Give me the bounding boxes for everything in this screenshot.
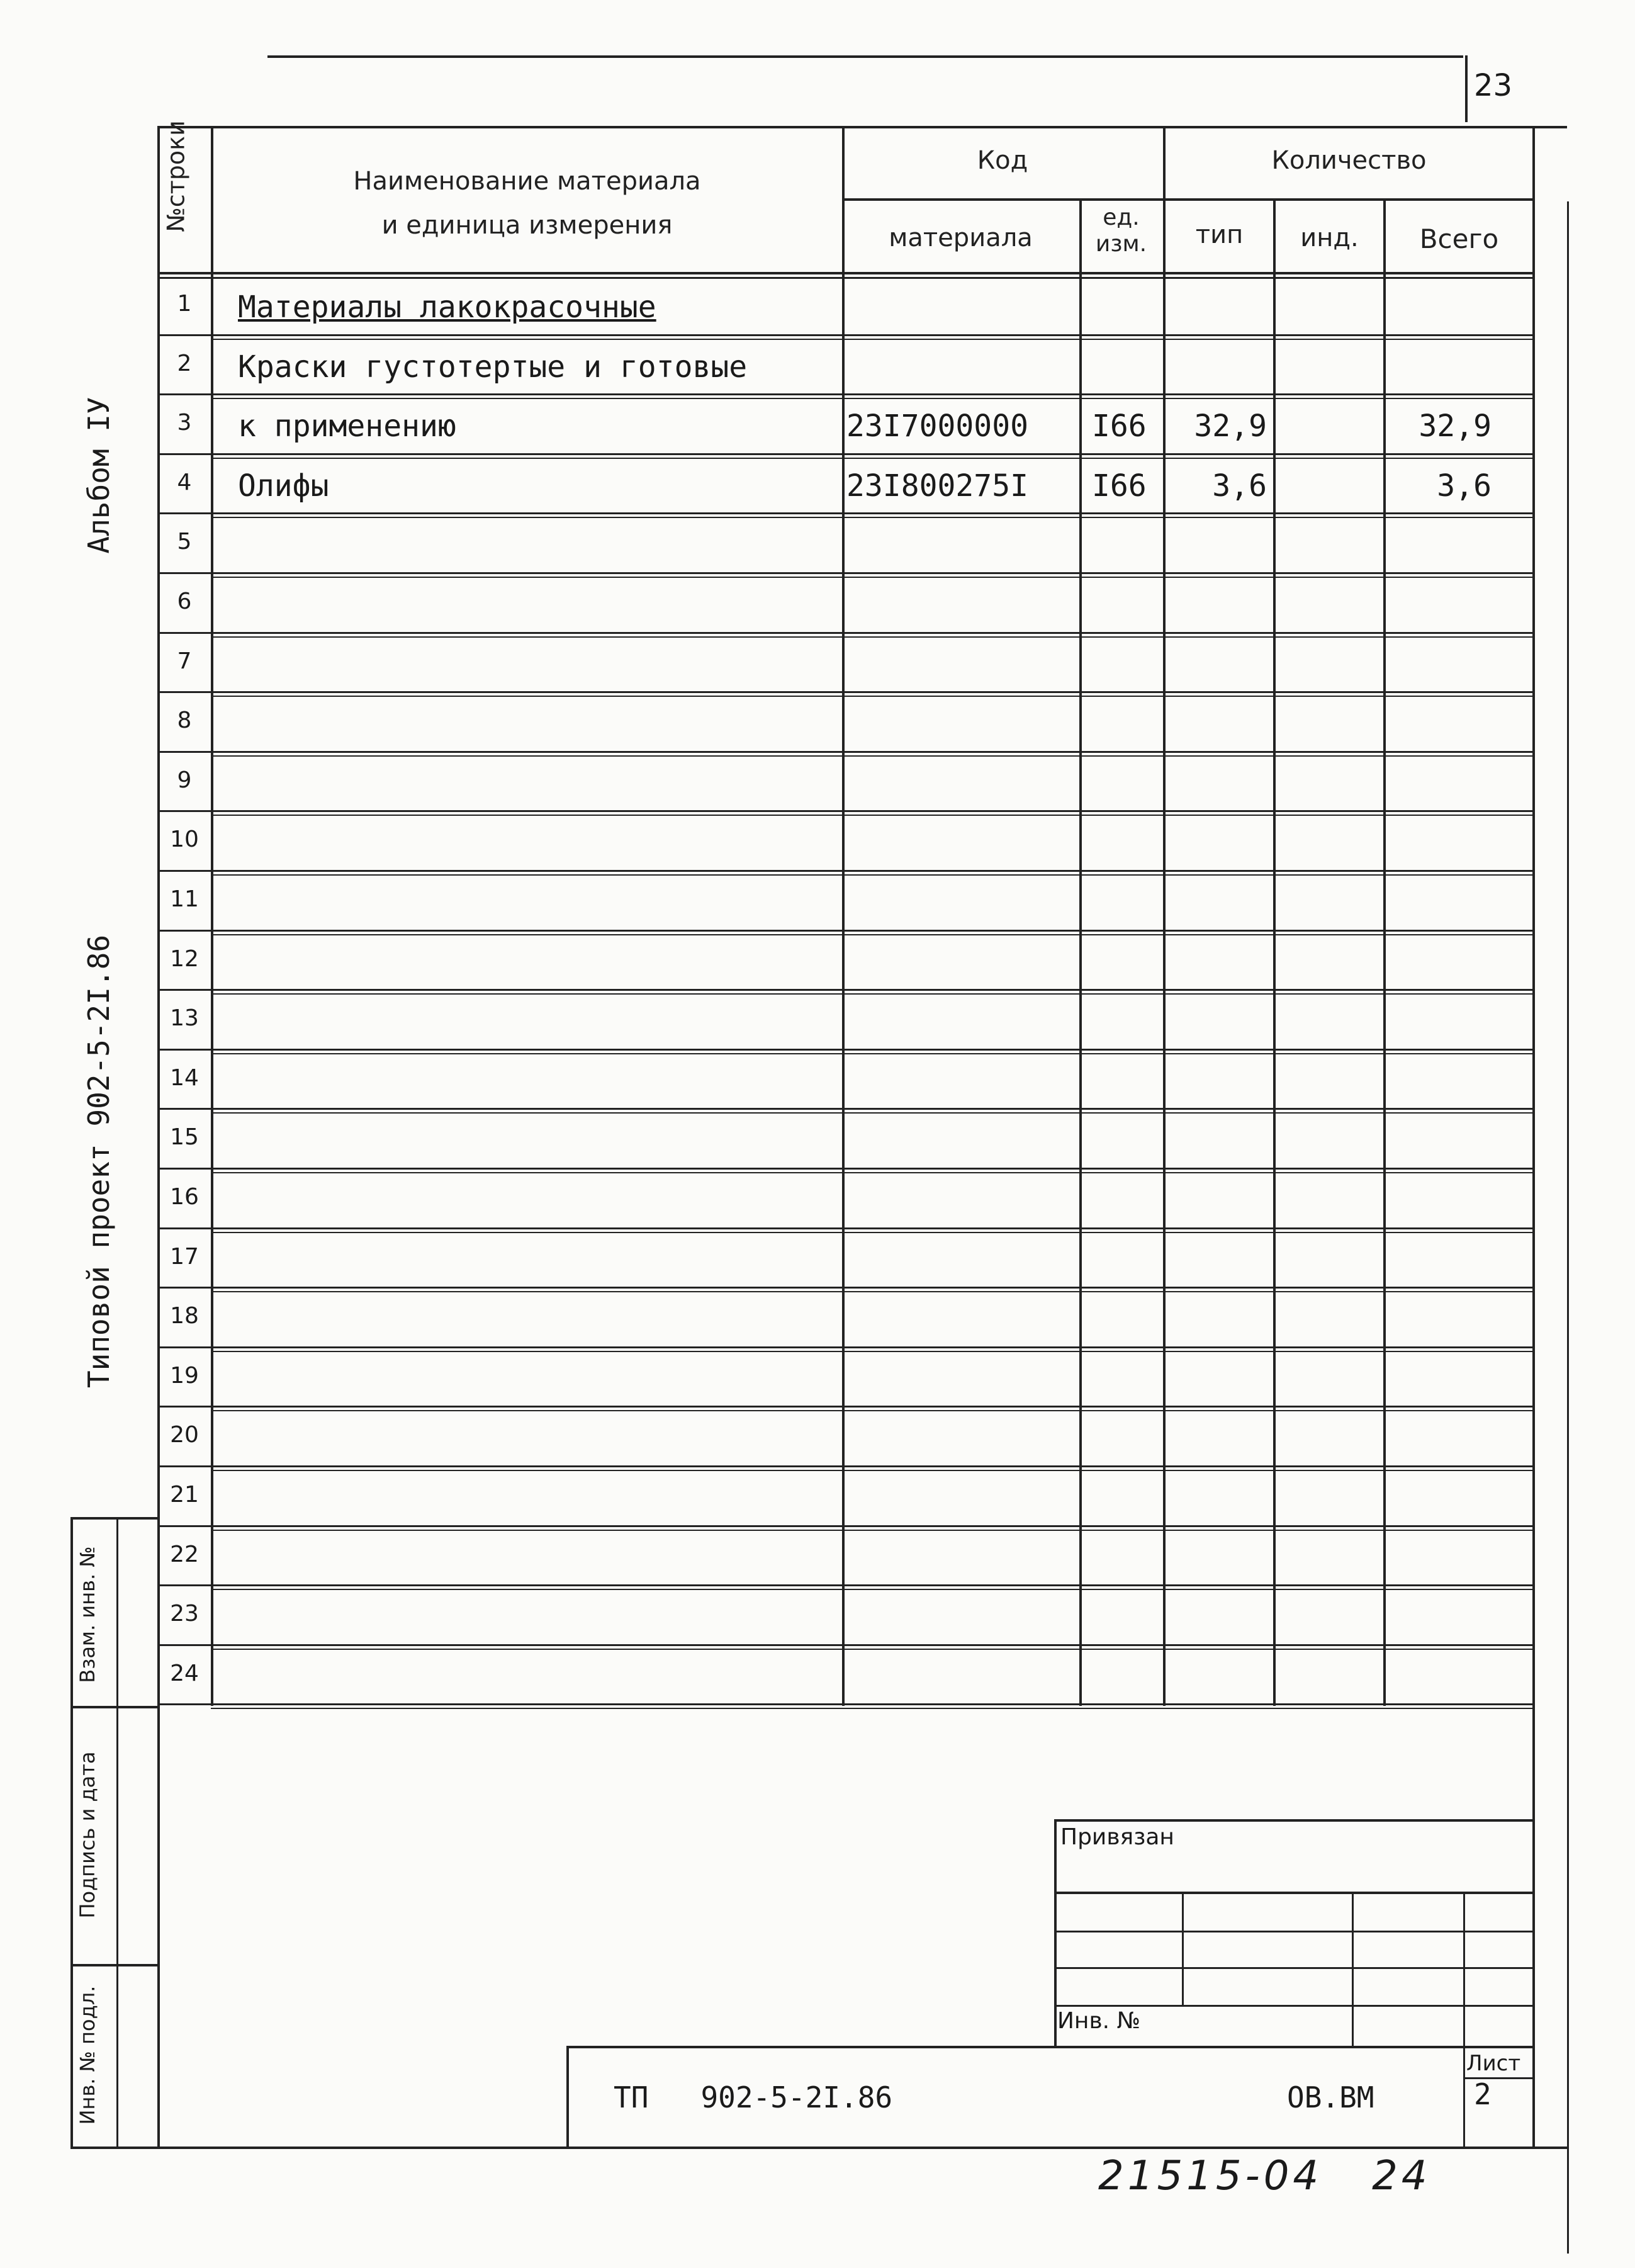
row-line-inner bbox=[211, 339, 1532, 340]
tb-col-1 bbox=[1182, 1892, 1184, 2005]
row-line bbox=[157, 1227, 1532, 1229]
row-number: 23 bbox=[170, 1601, 199, 1627]
row-number: 9 bbox=[177, 767, 192, 793]
row-line-inner bbox=[211, 1291, 1532, 1292]
outer-right-edge bbox=[1567, 201, 1569, 2254]
row-line bbox=[157, 751, 1532, 753]
header-qty-type: тип bbox=[1195, 220, 1244, 249]
tb-mark: ОВ.ВМ bbox=[1287, 2080, 1374, 2114]
row-number: 17 bbox=[170, 1243, 199, 1270]
stamp-vzam-label: Взам. инв. № bbox=[76, 1546, 99, 1683]
tb-main-left bbox=[566, 2046, 569, 2147]
stamp-strip-left bbox=[70, 1517, 73, 2147]
album-label: Альбом IУ bbox=[82, 397, 116, 554]
frame-right bbox=[1532, 126, 1535, 2147]
row-number: 2 bbox=[177, 350, 192, 376]
row-number: 15 bbox=[170, 1124, 199, 1151]
header-bottom-2 bbox=[157, 277, 1532, 279]
unit-code: I66 bbox=[1092, 409, 1147, 444]
row-number: 22 bbox=[170, 1541, 199, 1567]
row-number: 19 bbox=[170, 1362, 199, 1389]
material-name: Материалы лакокрасочные bbox=[238, 290, 656, 325]
header-qty-total: Всего bbox=[1419, 223, 1499, 254]
row-line-inner bbox=[211, 636, 1532, 638]
row-line-inner bbox=[211, 1112, 1532, 1114]
row-number: 14 bbox=[170, 1064, 199, 1091]
header-row-no: №строки bbox=[162, 120, 190, 232]
header-code-material: материала bbox=[889, 223, 1033, 252]
row-line-inner bbox=[211, 398, 1532, 399]
tb-col-3 bbox=[1463, 1892, 1465, 2147]
row-line bbox=[157, 632, 1532, 634]
col-line-name bbox=[842, 126, 845, 1706]
tb-line-3 bbox=[1054, 1967, 1532, 1969]
qty-total: 32,9 bbox=[1419, 409, 1492, 444]
frame-top bbox=[157, 126, 1567, 128]
qty-type: 32,9 bbox=[1194, 409, 1267, 444]
row-line-inner bbox=[211, 1530, 1532, 1531]
page-number-box-left bbox=[1465, 55, 1468, 122]
row-line-inner bbox=[211, 1351, 1532, 1352]
row-line bbox=[157, 512, 1532, 514]
row-line bbox=[157, 1346, 1532, 1348]
row-number: 11 bbox=[170, 886, 199, 912]
header-qty-ind: инд. bbox=[1300, 223, 1359, 252]
row-line-inner bbox=[211, 1232, 1532, 1233]
row-line bbox=[157, 1584, 1532, 1586]
tb-top bbox=[1054, 1819, 1532, 1822]
row-number: 12 bbox=[170, 945, 199, 972]
row-number: 24 bbox=[170, 1660, 199, 1686]
tb-line-1 bbox=[1054, 1892, 1532, 1894]
header-code-unit bbox=[1079, 205, 1163, 257]
row-line bbox=[157, 1049, 1532, 1051]
col-line-code bbox=[1079, 198, 1082, 1706]
row-number: 8 bbox=[177, 708, 192, 734]
row-number: 5 bbox=[177, 529, 192, 555]
row-line-inner bbox=[211, 755, 1532, 757]
row-line-inner bbox=[211, 696, 1532, 697]
row-line bbox=[157, 810, 1532, 812]
material-name: Олифы bbox=[238, 468, 329, 504]
qty-type: 3,6 bbox=[1212, 468, 1267, 504]
material-name: Краски густотертые и готовые bbox=[238, 349, 748, 385]
qty-total: 3,6 bbox=[1437, 468, 1492, 504]
header-code-unit-line-1: ед. bbox=[1103, 205, 1140, 230]
row-line bbox=[157, 1525, 1532, 1527]
row-line bbox=[157, 1168, 1532, 1170]
stamp-inv-label: Инв. № подл. bbox=[76, 1985, 99, 2125]
tb-left bbox=[1054, 1819, 1057, 2046]
row-line-inner bbox=[211, 577, 1532, 578]
header-name-line-2: и единица измерения bbox=[381, 211, 673, 240]
material-code: 23I7000000 bbox=[846, 409, 1028, 444]
row-line bbox=[157, 393, 1532, 395]
unit-code: I66 bbox=[1092, 468, 1147, 504]
row-line-inner bbox=[211, 934, 1532, 935]
row-line-inner bbox=[211, 1053, 1532, 1054]
row-number: 21 bbox=[170, 1482, 199, 1508]
row-line-inner bbox=[211, 874, 1532, 876]
col-line-unit bbox=[1163, 126, 1166, 1706]
material-name: к применению bbox=[238, 409, 456, 444]
tb-main-top bbox=[566, 2046, 1532, 2048]
row-line bbox=[157, 453, 1532, 455]
header-subline bbox=[842, 198, 1532, 201]
row-line bbox=[157, 1465, 1532, 1467]
project-label: Типовой проект 902-5-2I.86 bbox=[82, 934, 116, 1389]
row-line-inner bbox=[211, 815, 1532, 816]
row-line-inner bbox=[211, 517, 1532, 518]
material-code: 23I800275I bbox=[846, 468, 1028, 504]
header-quantity: Количество bbox=[1271, 146, 1427, 175]
row-line-inner bbox=[211, 1708, 1532, 1709]
row-line-inner bbox=[211, 1410, 1532, 1411]
row-number: 20 bbox=[170, 1422, 199, 1448]
row-number: 18 bbox=[170, 1303, 199, 1329]
tb-sheet-no: 2 bbox=[1474, 2077, 1492, 2111]
row-line bbox=[157, 1287, 1532, 1289]
col-line-num bbox=[211, 126, 213, 1706]
row-number: 3 bbox=[177, 410, 192, 436]
row-number: 6 bbox=[177, 589, 192, 614]
row-line bbox=[157, 1703, 1532, 1705]
row-number: 16 bbox=[170, 1184, 199, 1210]
tb-inv-no: Инв. № bbox=[1057, 2008, 1141, 2034]
row-line bbox=[157, 334, 1532, 336]
row-number: 13 bbox=[170, 1005, 199, 1032]
stamp-sign-label: Подпись и дата bbox=[76, 1751, 99, 1919]
col-line-type bbox=[1273, 198, 1276, 1706]
header-bottom bbox=[157, 272, 1532, 274]
row-line-inner bbox=[211, 1172, 1532, 1173]
row-line bbox=[157, 1406, 1532, 1408]
header-code-unit-line-2: изм. bbox=[1095, 231, 1147, 257]
frame-bottom bbox=[70, 2147, 1568, 2149]
row-line bbox=[157, 1108, 1532, 1110]
row-number: 10 bbox=[170, 827, 199, 853]
col-line-ind bbox=[1383, 198, 1386, 1706]
top-rule bbox=[267, 55, 1463, 58]
row-line-inner bbox=[211, 1589, 1532, 1590]
tb-line-2 bbox=[1054, 1931, 1532, 1932]
row-number: 7 bbox=[177, 648, 192, 674]
row-line-inner bbox=[211, 993, 1532, 995]
row-line-inner bbox=[211, 458, 1532, 459]
tb-col-2 bbox=[1352, 1892, 1354, 2046]
row-line bbox=[157, 870, 1532, 872]
row-number: 1 bbox=[177, 291, 192, 317]
tb-attached: Привязан bbox=[1060, 1824, 1174, 1850]
tb-sheet-label: Лист bbox=[1466, 2051, 1521, 2076]
row-line bbox=[157, 691, 1532, 693]
tb-doc-code: ТП 902-5-2I.86 bbox=[614, 2080, 893, 2114]
row-line bbox=[157, 572, 1532, 574]
row-line bbox=[157, 989, 1532, 991]
tb-line-4 bbox=[1054, 2005, 1532, 2007]
row-number: 4 bbox=[177, 469, 192, 495]
row-line-inner bbox=[211, 1649, 1532, 1650]
row-line bbox=[157, 930, 1532, 932]
handwritten-archive-number: 21515-04 24 bbox=[1098, 2153, 1431, 2199]
row-line-inner bbox=[211, 1470, 1532, 1471]
row-line bbox=[157, 1644, 1532, 1646]
header-code: Код bbox=[977, 146, 1028, 175]
page-number: 23 bbox=[1474, 68, 1513, 103]
header-name-line-1: Наименование материала bbox=[353, 167, 701, 196]
